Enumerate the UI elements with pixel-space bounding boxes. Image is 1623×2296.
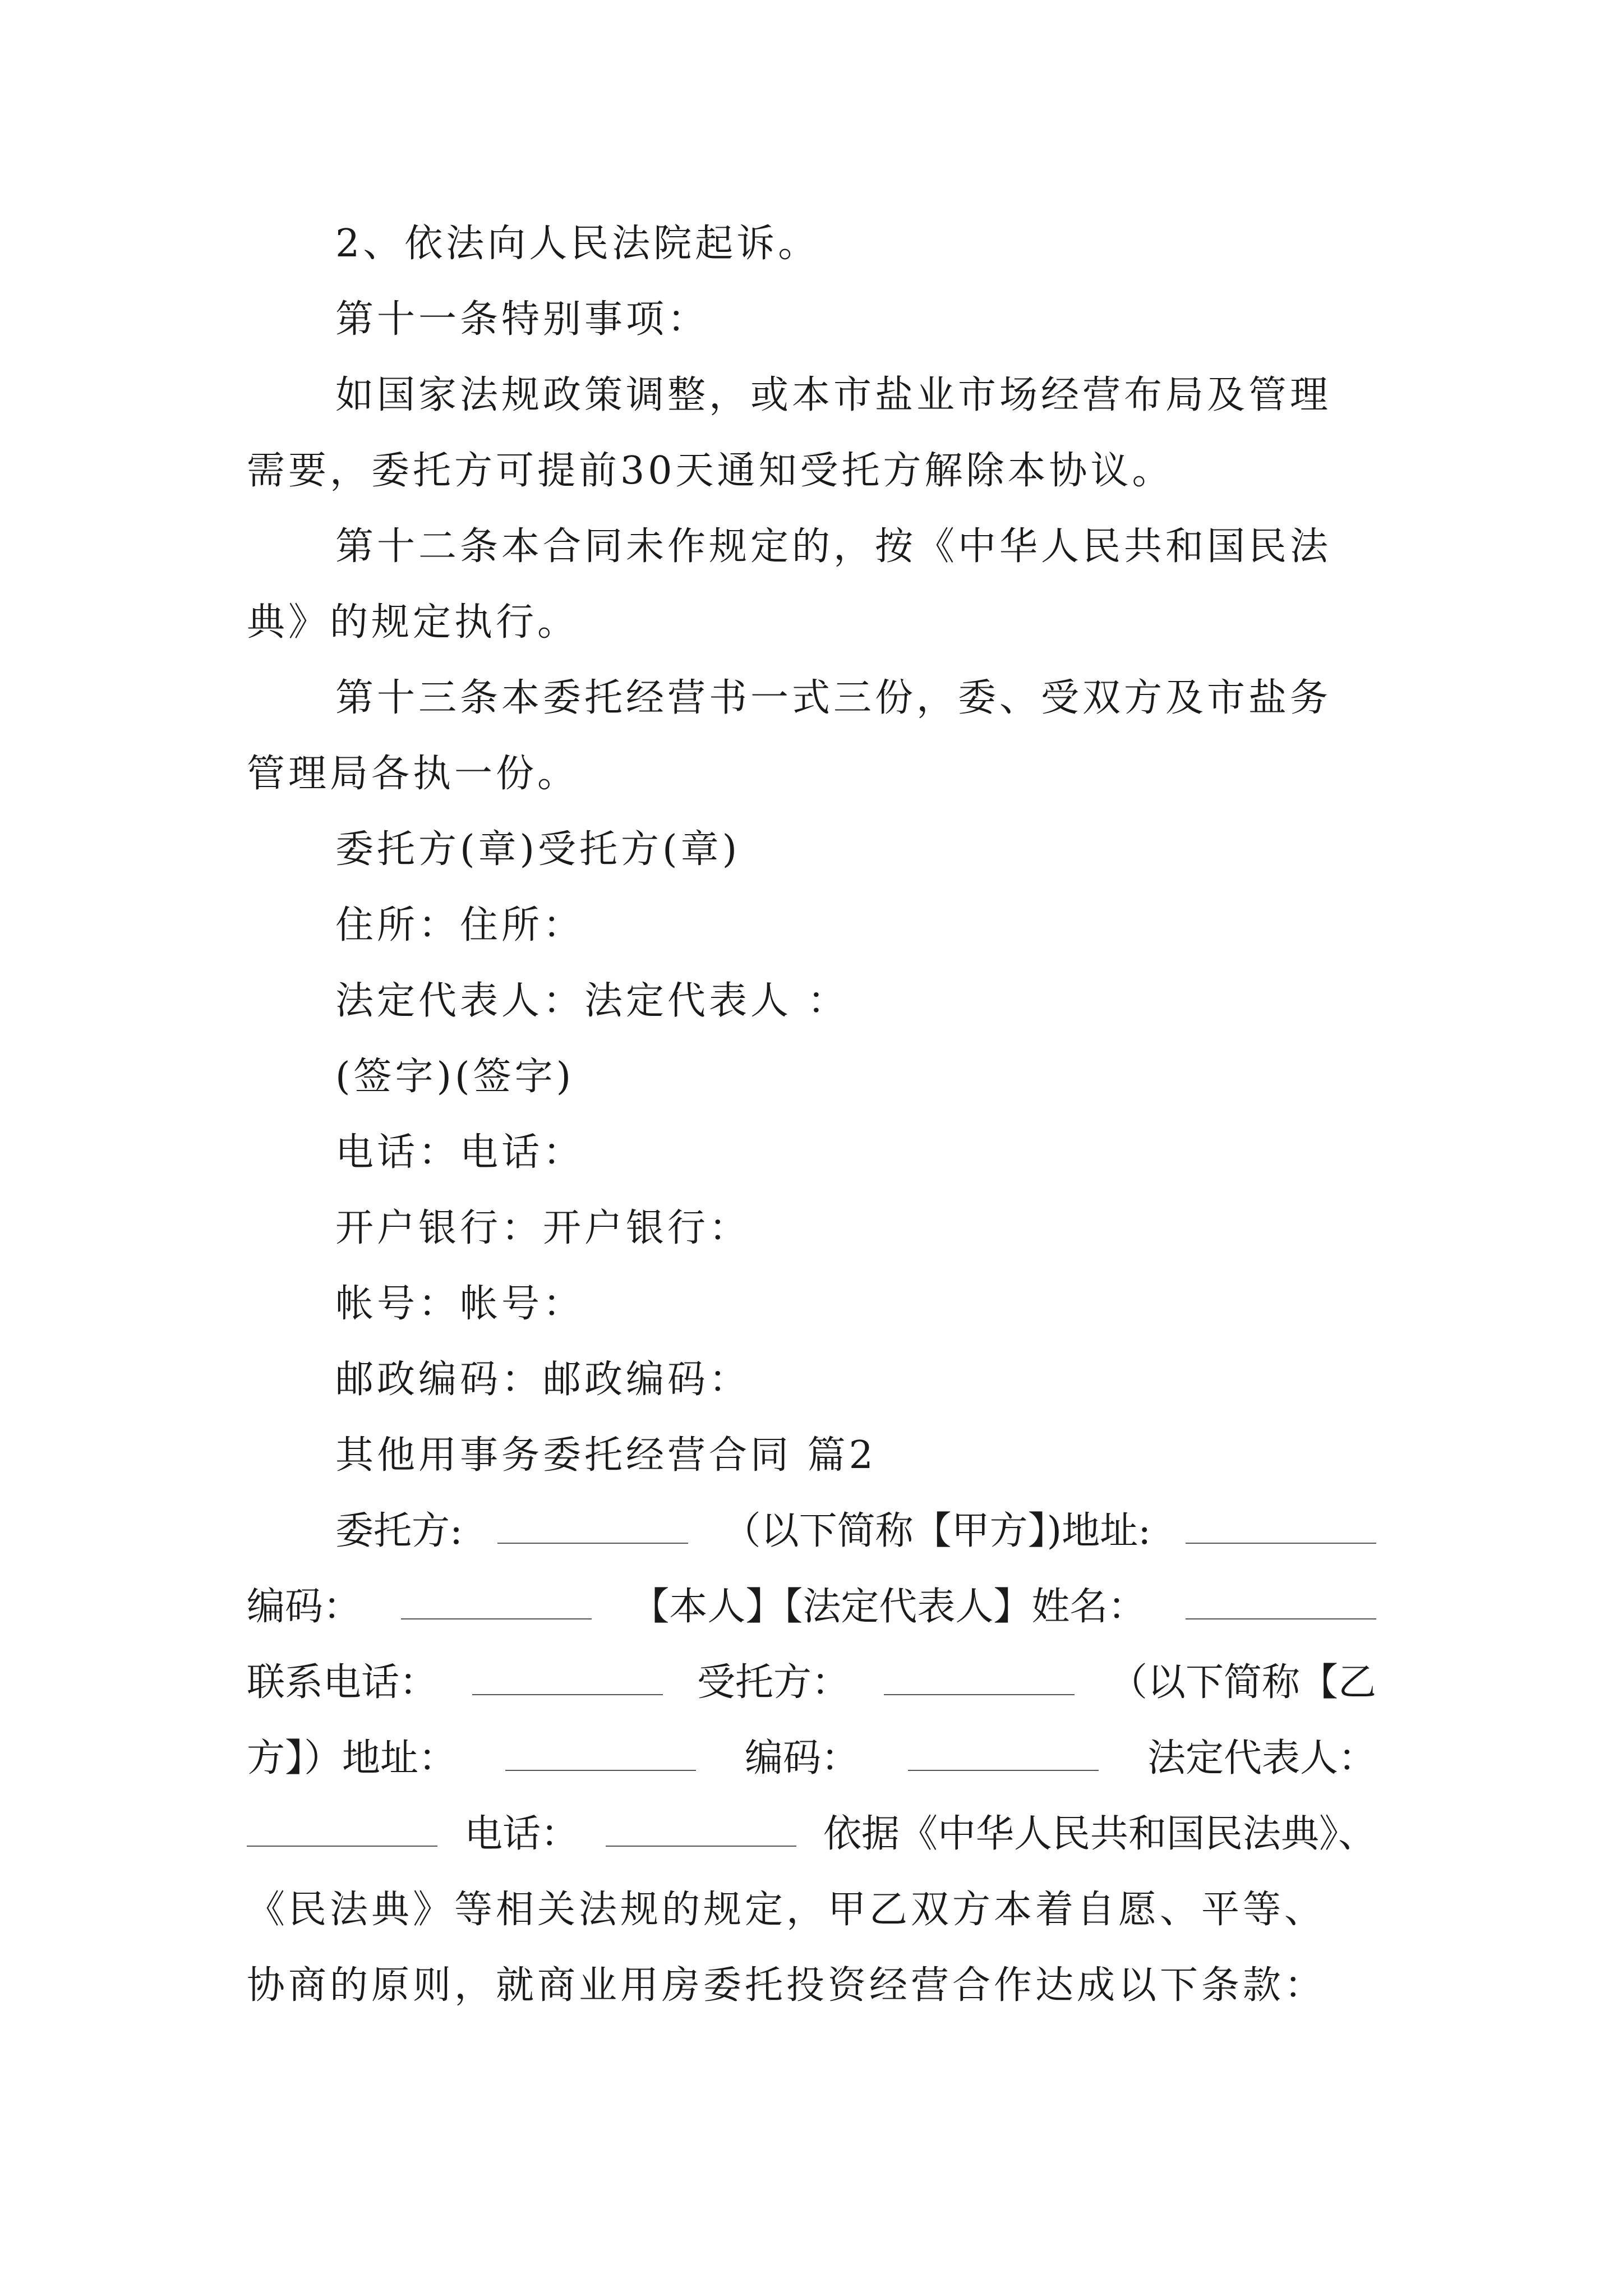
- signature-line: 开户银行：开户银行：: [335, 1206, 751, 1250]
- section-title: 其他用事务委托经营合同 篇2: [335, 1433, 877, 1478]
- form-label: （以下简称【甲方】)地址:: [722, 1509, 1151, 1553]
- form-label: 委托方:: [335, 1509, 463, 1553]
- form-label: 【本人】【法定代表人】姓名：: [631, 1585, 1146, 1629]
- clause-line: 如国家法规政策调整，或本市盐业市场经营布局及管理: [335, 373, 1332, 417]
- clause-line: 管理局各执一份。: [247, 752, 579, 796]
- fill-blank: [401, 1585, 592, 1619]
- clause-line: 需要，委托方可提前30天通知受托方解除本协议。: [247, 449, 1174, 493]
- form-row: [247, 1736, 1376, 1781]
- body-line: 协商的原则，就商业用房委托投资经营合作达成以下条款：: [247, 1963, 1326, 2008]
- form-row: [335, 1509, 1376, 1554]
- clause-line: 2、依法向人民法院起诉。: [335, 222, 820, 266]
- signature-line: 帐号：帐号：: [335, 1282, 585, 1326]
- form-label: 编码：: [744, 1736, 859, 1780]
- form-label: （以下简称【乙: [1109, 1660, 1376, 1705]
- signature-line: 法定代表人：法定代表人 ：: [335, 979, 849, 1023]
- clause-line: 典》的规定执行。: [247, 600, 579, 645]
- form-label: 编码：: [247, 1585, 362, 1629]
- fill-blank: [505, 1736, 696, 1771]
- fill-blank: [1186, 1509, 1376, 1544]
- fill-blank: [472, 1660, 663, 1695]
- body-line: 《民法典》等相关法规的规定，甲乙双方本着自愿、平等、: [247, 1888, 1326, 1932]
- fill-blank: [1186, 1585, 1376, 1619]
- form-label: 法定代表人：: [1147, 1736, 1376, 1780]
- fill-blank: [908, 1736, 1099, 1771]
- clause-heading: 第十三条本委托经营书一式三份，委、受双方及市盐务: [335, 676, 1332, 720]
- form-row: [247, 1585, 1376, 1630]
- fill-blank: [247, 1812, 437, 1847]
- fill-blank: [884, 1660, 1075, 1695]
- signature-line: 邮政编码：邮政编码：: [335, 1358, 751, 1402]
- form-label: 方】）地址：: [247, 1736, 457, 1780]
- fill-blank: [497, 1509, 688, 1544]
- form-label: 联系电话：: [247, 1660, 438, 1705]
- signature-line: 委托方(章)受托方(章): [335, 827, 741, 872]
- form-label: 受托方：: [697, 1660, 850, 1705]
- signature-line: (签字)(签字): [335, 1055, 575, 1099]
- form-label: 电话：: [464, 1812, 579, 1856]
- clause-heading: 第十一条特别事项：: [335, 297, 709, 342]
- signature-line: 住所：住所：: [335, 903, 585, 947]
- form-label: 依据《中华人民共和国民法典》、: [823, 1812, 1376, 1856]
- form-row: [247, 1812, 1376, 1857]
- signature-line: 电话：电话：: [335, 1130, 585, 1175]
- form-row: [247, 1660, 1376, 1705]
- fill-blank: [606, 1812, 796, 1847]
- clause-heading: 第十二条本合同未作规定的，按《中华人民共和国民法: [335, 524, 1332, 569]
